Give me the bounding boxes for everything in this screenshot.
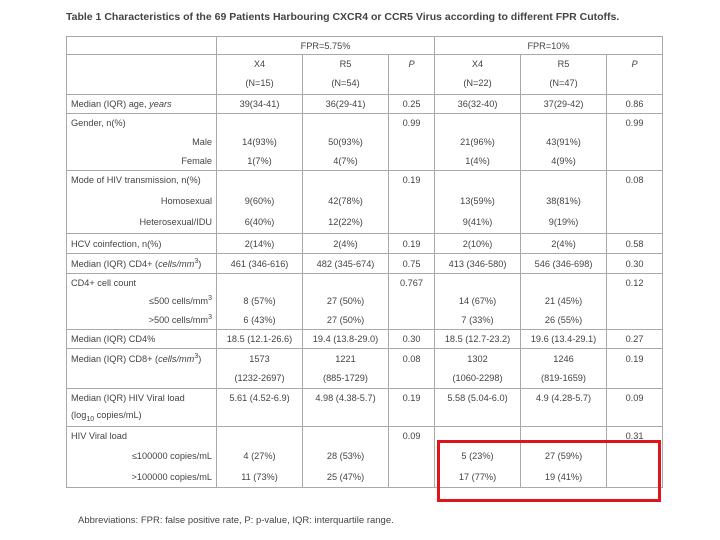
table-row	[67, 330, 663, 349]
cell: 37(29-42)	[521, 95, 607, 114]
cell: 19 (41%)	[521, 467, 607, 488]
p-cell: 0.75	[389, 254, 435, 274]
p-cell	[607, 292, 663, 311]
header-x4: X4	[217, 55, 303, 73]
row-label: Gender, n(%)	[67, 114, 217, 133]
row-label	[67, 349, 217, 369]
cell: 8 (57%)	[217, 292, 303, 311]
row-label	[67, 311, 217, 330]
cell: 11 (73%)	[217, 467, 303, 488]
cell: 17 (77%)	[435, 467, 521, 488]
table-row	[67, 190, 663, 212]
label-text-end: )	[198, 354, 202, 365]
blank-header-cell	[389, 73, 435, 95]
cell: 1221	[303, 349, 389, 369]
row-label: >100000 copies/mL	[67, 467, 217, 488]
cell: 42(78%)	[303, 190, 389, 212]
cell: 19.6 (13.4-29.1)	[521, 330, 607, 349]
cell: 461 (346-616)	[217, 254, 303, 274]
p-cell: 0.99	[389, 114, 435, 133]
cell: 27 (50%)	[303, 311, 389, 330]
characteristics-table	[66, 36, 663, 488]
cell: 27 (50%)	[303, 292, 389, 311]
cell: 12(22%)	[303, 212, 389, 234]
row-label	[67, 292, 217, 311]
label-superscript: 3	[208, 295, 212, 303]
table-row	[67, 254, 663, 274]
table-row	[67, 274, 663, 292]
label-text-end: )	[198, 259, 202, 270]
p-cell: 0.31	[607, 427, 663, 446]
p-cell	[607, 152, 663, 171]
cell: 36(29-41)	[303, 95, 389, 114]
cell: 6(40%)	[217, 212, 303, 234]
p-cell: 0.25	[389, 95, 435, 114]
cell: 9(60%)	[217, 190, 303, 212]
p-cell: 0.19	[389, 234, 435, 254]
cell: (819-1659)	[521, 369, 607, 389]
p-cell	[389, 212, 435, 234]
label-superscript: 3	[194, 257, 199, 265]
blank-header-cell	[607, 73, 663, 95]
blank-header-cell	[67, 37, 217, 55]
cell: 9(41%)	[435, 212, 521, 234]
p-cell	[389, 408, 435, 427]
cell: 50(93%)	[303, 133, 389, 152]
p-cell: 0.12	[607, 274, 663, 292]
p-cell	[389, 446, 435, 467]
row-label: Female	[67, 152, 217, 171]
cell: 36(32-40)	[435, 95, 521, 114]
cell: 43(91%)	[521, 133, 607, 152]
p-cell	[389, 152, 435, 171]
p-cell	[607, 212, 663, 234]
cell: 413 (346-580)	[435, 254, 521, 274]
cell: 2(14%)	[217, 234, 303, 254]
p-cell: 0.09	[607, 389, 663, 408]
cell: 1246	[521, 349, 607, 369]
cell: 13(59%)	[435, 190, 521, 212]
p-cell	[607, 369, 663, 389]
cell	[217, 171, 303, 190]
table-row	[67, 408, 663, 427]
cell	[521, 171, 607, 190]
cell: 4(9%)	[521, 152, 607, 171]
cell: 1(4%)	[435, 152, 521, 171]
p-cell: 0.19	[607, 349, 663, 369]
p-cell	[607, 408, 663, 427]
cell: 1302	[435, 349, 521, 369]
p-cell	[389, 190, 435, 212]
p-cell	[389, 369, 435, 389]
cell: 1(7%)	[217, 152, 303, 171]
cell	[217, 408, 303, 427]
p-cell	[389, 467, 435, 488]
label-text: >500 cells/mm	[148, 315, 209, 326]
p-cell: 0.30	[389, 330, 435, 349]
p-cell	[389, 292, 435, 311]
cell	[521, 408, 607, 427]
cell: 26 (55%)	[521, 311, 607, 330]
header-n-x4: (N=15)	[217, 73, 303, 95]
row-label: CD4+ cell count	[67, 274, 217, 292]
table-row	[67, 133, 663, 152]
p-cell	[607, 311, 663, 330]
label-italic: cells/mm	[158, 354, 195, 365]
cell: 482 (345-674)	[303, 254, 389, 274]
header-r5: R5	[303, 55, 389, 73]
row-label: ≤100000 copies/mL	[67, 446, 217, 467]
row-label: Median (IQR) CD4%	[67, 330, 217, 349]
label-text: (log	[71, 410, 87, 421]
row-label	[67, 254, 217, 274]
cell: (885-1729)	[303, 369, 389, 389]
row-label: HCV coinfection, n(%)	[67, 234, 217, 254]
p-cell: 0.27	[607, 330, 663, 349]
cell: 546 (346-698)	[521, 254, 607, 274]
cell: 4.9 (4.28-5.7)	[521, 389, 607, 408]
header-r5: R5	[521, 55, 607, 73]
label-superscript: 3	[194, 353, 199, 361]
cell: 2(10%)	[435, 234, 521, 254]
cell: 5.61 (4.52-6.9)	[217, 389, 303, 408]
header-x4: X4	[435, 55, 521, 73]
p-cell: 0.86	[607, 95, 663, 114]
cell: 1573	[217, 349, 303, 369]
cell	[303, 427, 389, 446]
cell	[217, 114, 303, 133]
column-header-row	[67, 55, 663, 73]
group-fpr10: FPR=10%	[435, 37, 663, 55]
cell	[303, 274, 389, 292]
cell	[435, 114, 521, 133]
cell: 4 (27%)	[217, 446, 303, 467]
p-cell: 0.19	[389, 389, 435, 408]
cell: 2(4%)	[521, 234, 607, 254]
n-header-row	[67, 73, 663, 95]
table-row	[67, 389, 663, 408]
label-subscript: 10	[86, 416, 95, 424]
table-row	[67, 234, 663, 254]
row-label: Male	[67, 133, 217, 152]
cell	[435, 274, 521, 292]
cell: 19.4 (13.8-29.0)	[303, 330, 389, 349]
p-cell: 0.08	[607, 171, 663, 190]
table-row	[67, 95, 663, 114]
p-cell	[389, 311, 435, 330]
cell: 18.5 (12.7-23.2)	[435, 330, 521, 349]
label-text: ≤500 cells/mm	[148, 296, 209, 307]
p-cell: 0.30	[607, 254, 663, 274]
group-header-row	[67, 37, 663, 55]
row-label: Heterosexual/IDU	[67, 212, 217, 234]
row-label: Homosexual	[67, 190, 217, 212]
cell: 4.98 (4.38-5.7)	[303, 389, 389, 408]
label-text: Median (IQR) CD8+ (	[71, 354, 159, 365]
cell: 21 (45%)	[521, 292, 607, 311]
header-n-r5: (N=47)	[521, 73, 607, 95]
cell	[303, 171, 389, 190]
p-cell: 0.58	[607, 234, 663, 254]
cell: 21(96%)	[435, 133, 521, 152]
cell	[521, 274, 607, 292]
cell: 5 (23%)	[435, 446, 521, 467]
cell: 2(4%)	[303, 234, 389, 254]
cell	[435, 408, 521, 427]
p-cell	[607, 133, 663, 152]
row-label: Mode of HIV transmission, n(%)	[67, 171, 217, 190]
table-row	[67, 152, 663, 171]
row-label	[67, 95, 217, 114]
p-cell: 0.08	[389, 349, 435, 369]
cell: (1060-2298)	[435, 369, 521, 389]
p-cell	[389, 133, 435, 152]
cell: 14(93%)	[217, 133, 303, 152]
cell: 5.58 (5.04-6.0)	[435, 389, 521, 408]
row-label	[67, 408, 217, 427]
cell	[435, 171, 521, 190]
cell	[521, 114, 607, 133]
cell: 27 (59%)	[521, 446, 607, 467]
p-cell: 0.19	[389, 171, 435, 190]
cell	[217, 274, 303, 292]
footnote: Abbreviations: FPR: false positive rate, P: p-value, IQR: interquartile range.	[78, 515, 394, 526]
table-title: Table 1 Characteristics of the 69 Patients Harbouring CXCR4 or CCR5 Virus according to different FPR Cutoffs.	[66, 11, 620, 23]
row-label	[67, 369, 217, 389]
cell: 7 (33%)	[435, 311, 521, 330]
blank-header-cell	[67, 55, 217, 73]
cell: 4(7%)	[303, 152, 389, 171]
table-row	[67, 311, 663, 330]
label-italic: cells/mm	[158, 259, 195, 270]
cell: 28 (53%)	[303, 446, 389, 467]
cell	[303, 114, 389, 133]
label-text-end: copies/mL)	[94, 410, 142, 421]
cell: 18.5 (12.1-26.6)	[217, 330, 303, 349]
table-row	[67, 292, 663, 311]
row-label: Median (IQR) HIV Viral load	[67, 389, 217, 408]
table-row	[67, 349, 663, 369]
header-p: P	[389, 55, 435, 73]
cell: 6 (43%)	[217, 311, 303, 330]
cell: 14 (67%)	[435, 292, 521, 311]
table-row	[67, 212, 663, 234]
cell: 25 (47%)	[303, 467, 389, 488]
label-text: Median (IQR) age,	[71, 99, 150, 109]
header-n-r5: (N=54)	[303, 73, 389, 95]
p-cell: 0.767	[389, 274, 435, 292]
label-italic: years	[149, 99, 172, 109]
table-row	[67, 171, 663, 190]
label-text: Median (IQR) CD4+ (	[71, 259, 159, 270]
group-fpr575: FPR=5.75%	[217, 37, 435, 55]
table-row	[67, 369, 663, 389]
label-superscript: 3	[208, 314, 212, 322]
header-n-x4: (N=22)	[435, 73, 521, 95]
p-cell	[607, 190, 663, 212]
red-highlight-box	[437, 440, 661, 502]
cell: 38(81%)	[521, 190, 607, 212]
row-label: HIV Viral load	[67, 427, 217, 446]
p-cell: 0.09	[389, 427, 435, 446]
table-row	[67, 114, 663, 133]
cell: 9(19%)	[521, 212, 607, 234]
header-p: P	[607, 55, 663, 73]
cell	[217, 427, 303, 446]
p-cell: 0.99	[607, 114, 663, 133]
cell: 39(34-41)	[217, 95, 303, 114]
cell: (1232-2697)	[217, 369, 303, 389]
blank-header-cell	[67, 73, 217, 95]
cell	[303, 408, 389, 427]
